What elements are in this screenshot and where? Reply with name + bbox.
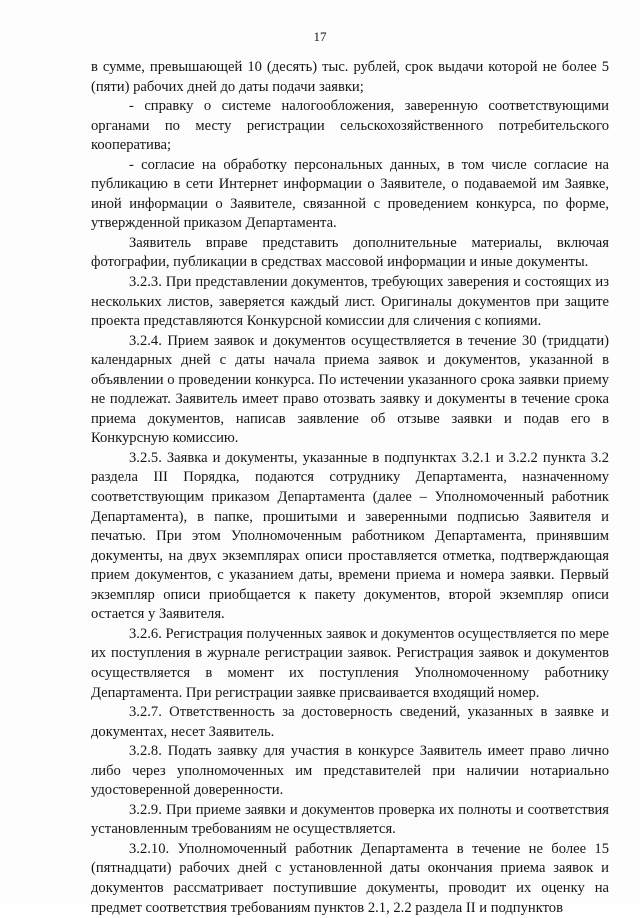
- paragraph-3-2-3: 3.2.3. При представлении документов, требующих заверения и состоящих из нескольких листов, заверяется каждый лист. Оригиналы документов при защите проекта представляются Конкурсной комиссии для сличения с копиями.: [91, 274, 609, 330]
- document-body: [91, 58, 609, 918]
- paragraph-additional-materials: Заявитель вправе представить дополнительные материалы, включая фотографии, публикации в средствах массовой информации и иные документы.: [91, 234, 609, 271]
- paragraph-3-2-9: 3.2.9. При приеме заявки и документов проверка их полноты и соответствия установленным требованиям не осуществляется.: [91, 801, 609, 838]
- paragraph-3-2-6: 3.2.6. Регистрация полученных заявок и документов осуществляется по мере их поступления в журнале регистрации заявок. Регистрация заявок и документов осуществляется в момент их поступления Уполномоченному работнику Департамента. При регистрации заявке присваивается входящий номер.: [91, 625, 609, 701]
- paragraph-tax-certificate-item: - справку о системе налогообложения, заверенную соответствующими органами по месту регистрации сельскохозяйственного потребительского кооператива;: [91, 98, 609, 154]
- paragraph-continuation: в сумме, превышающей 10 (десять) тыс. рублей, срок выдачи которой не более 5 (пяти) рабочих дней до даты подачи заявки;: [91, 59, 609, 95]
- paragraph-3-2-8: 3.2.8. Подать заявку для участия в конкурсе Заявитель имеет право лично либо через уполномоченных им представителей при наличии нотариально удостоверенной доверенности.: [91, 743, 609, 799]
- paragraph-3-2-5: 3.2.5. Заявка и документы, указанные в подпунктах 3.2.1 и 3.2.2 пункта 3.2 раздела III Порядка, подаются сотруднику Департамента, назначенному соответствующим приказом Департамента (далее – Уполномоченный работник Департамента), в папке, прошитыми и заверенными подписью Заявителя и печатью. При этом Уполномоченным работником Департамента, принявшим документы, на двух экземплярах описи проставляется отметка, подтверждающая прием документов, с указанием даты, времени приема и номера заявки. Первый экземпляр описи приобщается к пакету документов, второй экземпляр описи остается у Заявителя.: [91, 449, 609, 623]
- paragraph-3-2-10: 3.2.10. Уполномоченный работник Департамента в течение не более 15 (пятнадцати) рабочих дней с установленной даты окончания приема заявок и документов рассматривает поступившие документы, проводит их оценку на предмет соответствия требованиям пунктов 2.1, 2.2 раздела II и подпунктов: [91, 840, 609, 916]
- page-number: 17: [313, 29, 327, 44]
- paragraph-personal-data-consent-item: - согласие на обработку персональных данных, в том числе согласие на публикацию в сети Интернет информации о Заявителе, о подаваемой им Заявке, иной информации о Заявителе, связанной с проведением конкурса, по форме, утвержденной приказом Департамента.: [91, 156, 609, 232]
- paragraph-3-2-7: 3.2.7. Ответственность за достоверность сведений, указанных в заявке и документах, несет Заявитель.: [91, 704, 609, 740]
- paragraph-3-2-4: 3.2.4. Прием заявок и документов осуществляется в течение 30 (тридцати) календарных дней с даты начала приема заявок и документов, указанной в объявлении о проведении конкурса. По истечении указанного срока заявки приему не подлежат. Заявитель имеет право отозвать заявку и документы в течение срока приема документов, написав заявление об отзыве заявки и подав его в Конкурсную комиссию.: [91, 332, 609, 447]
